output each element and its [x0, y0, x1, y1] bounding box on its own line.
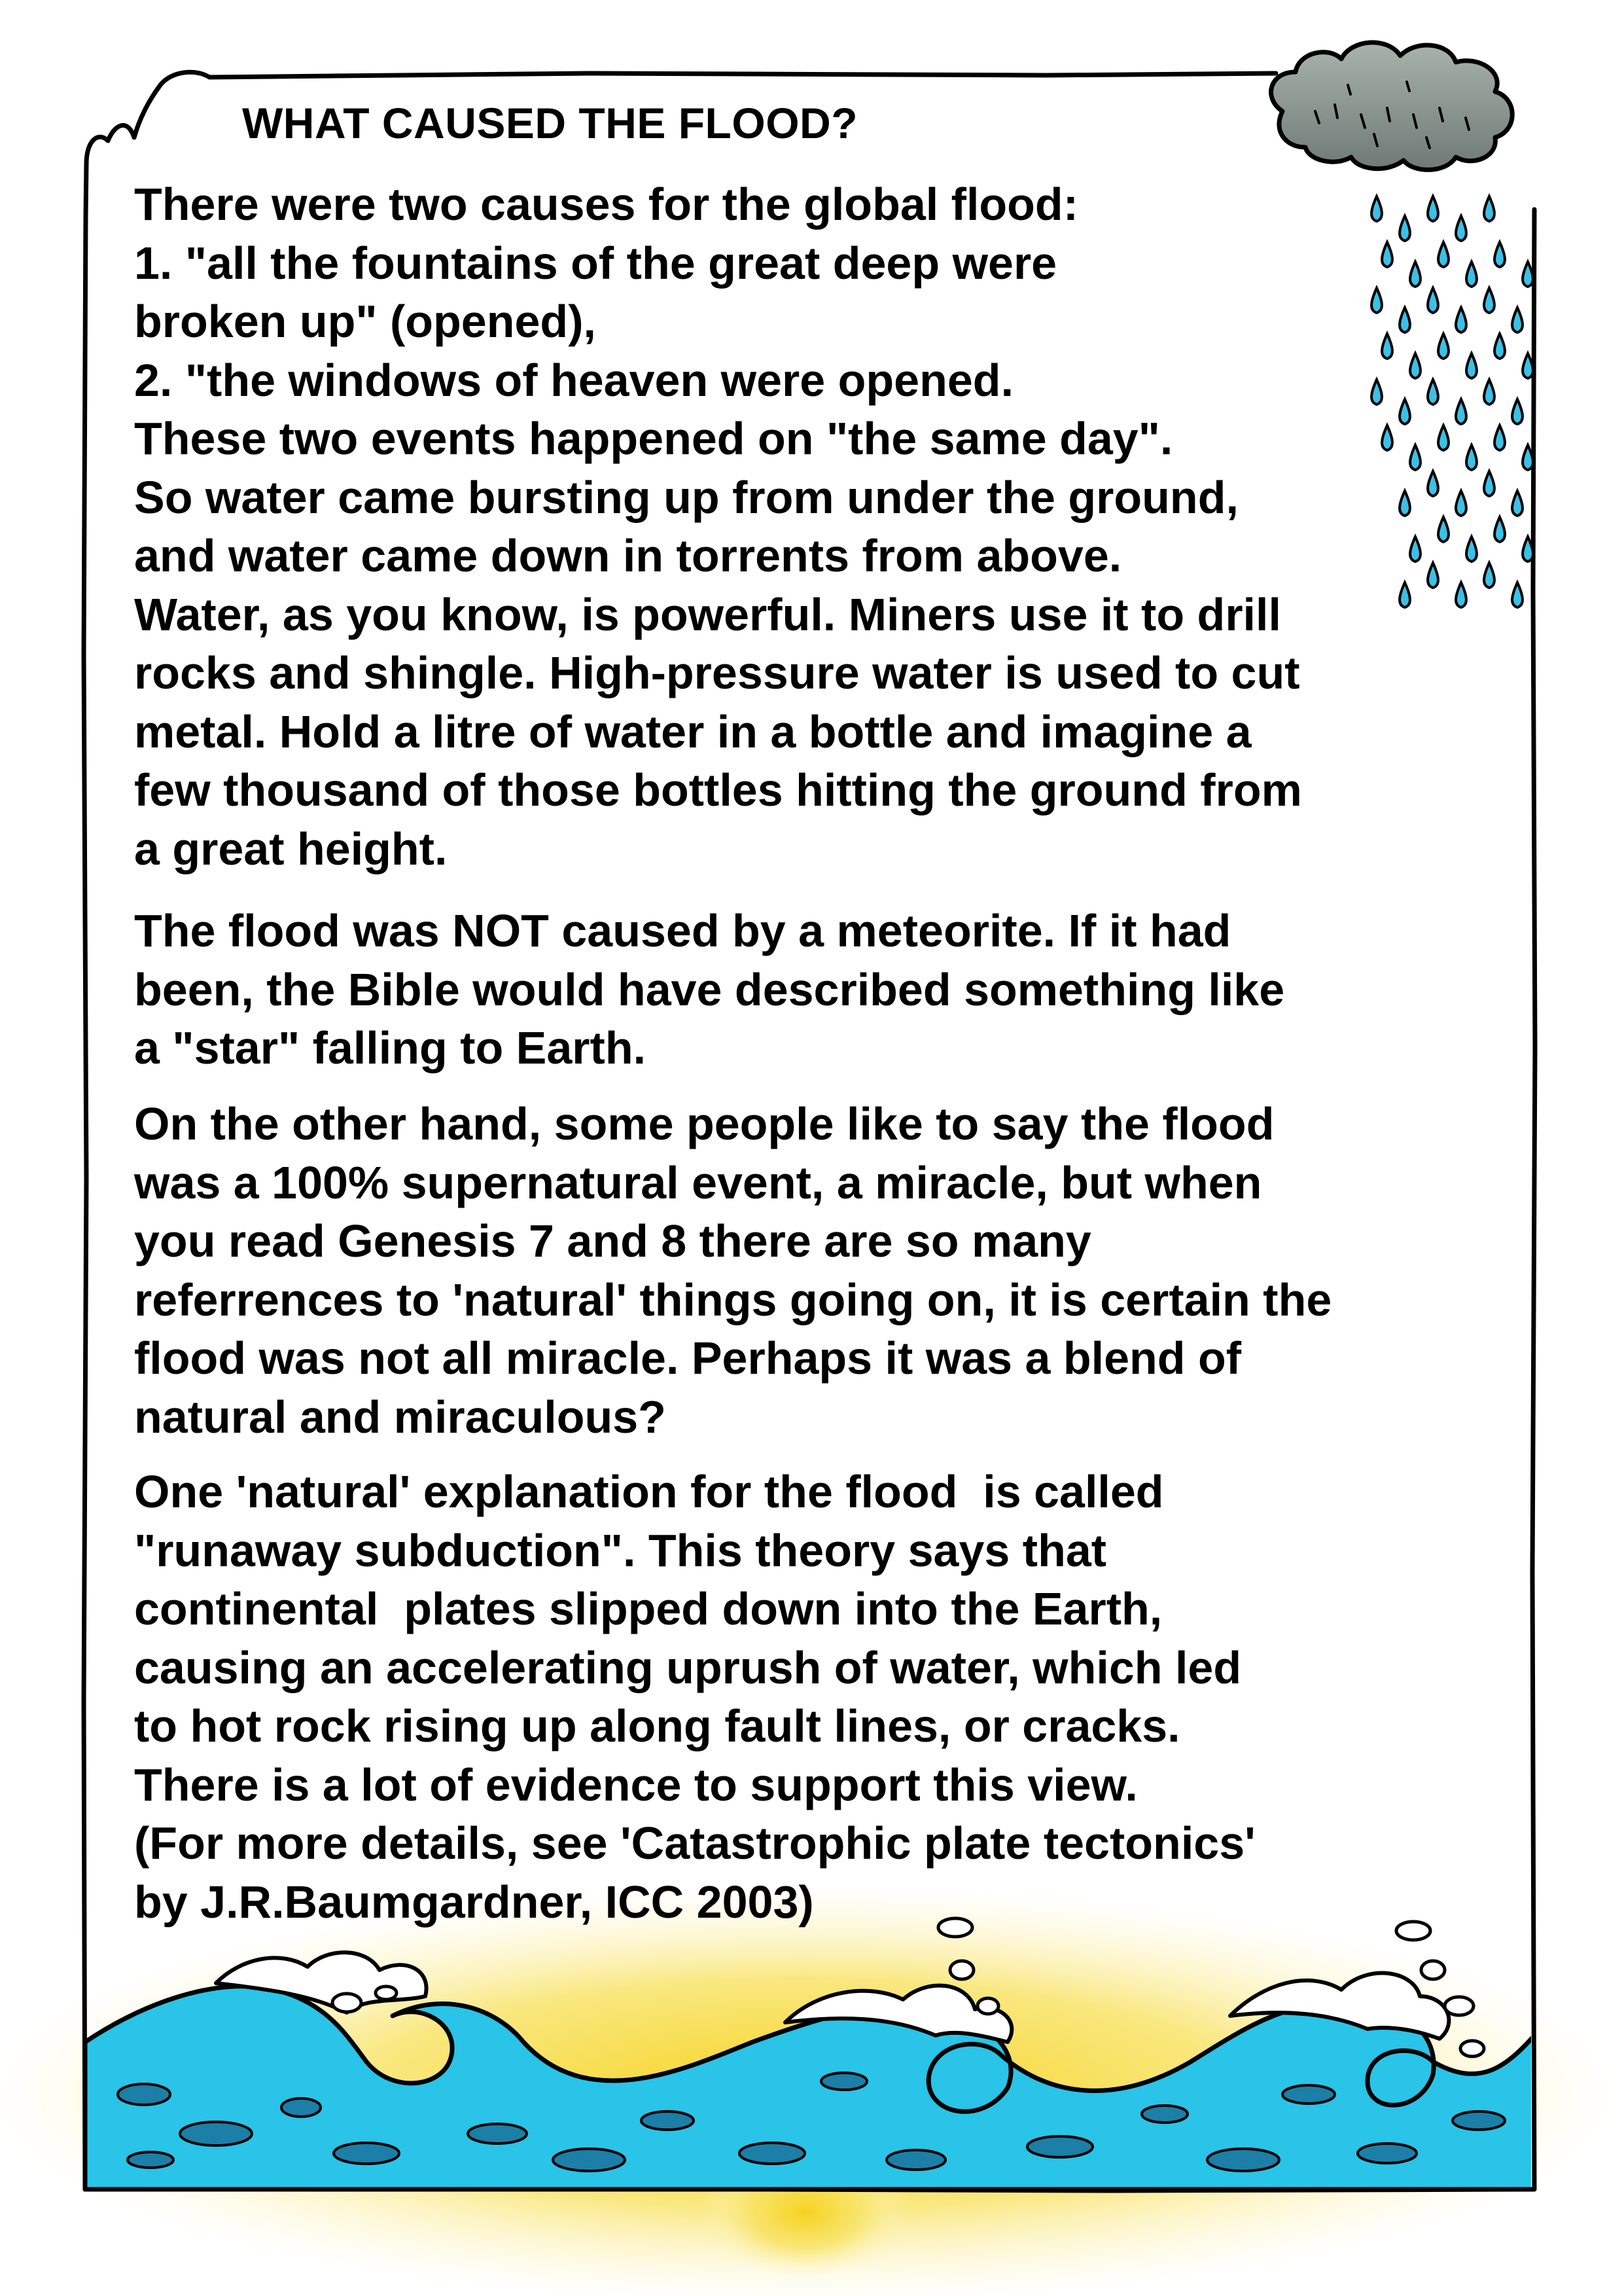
paragraph-supernatural	[134, 1095, 1332, 1446]
raindrop	[1382, 242, 1392, 267]
raindrop	[1382, 425, 1392, 450]
raindrop	[1456, 399, 1466, 424]
raindrop	[1466, 445, 1477, 470]
text-line: and water came down in torrents from above.	[134, 530, 1122, 581]
text-line: (For more details, see 'Catastrophic plate tectonics'	[134, 1818, 1256, 1869]
raindrop	[1466, 353, 1477, 378]
text-line: causing an accelerating uprush of water, which led	[134, 1641, 1242, 1693]
raindrop	[1438, 242, 1449, 267]
text-line: "runaway subduction". This theory says that	[134, 1524, 1107, 1576]
page-title: WHAT CAUSED THE FLOOD?	[242, 99, 858, 147]
raindrop	[1456, 308, 1466, 332]
raindrop	[1400, 216, 1410, 241]
raindrop	[1456, 583, 1466, 607]
raindrop	[1410, 537, 1421, 562]
raindrop	[1382, 334, 1392, 359]
text-line: On the other hand, some people like to say the flood	[134, 1098, 1275, 1149]
text-line: Water, as you know, is powerful. Miners use it to drill	[134, 588, 1281, 640]
raindrop	[1438, 334, 1449, 359]
text-line: rocks and shingle. High-pressure water is used to cut	[134, 647, 1300, 698]
raindrop	[1512, 399, 1523, 424]
paragraph-causes	[134, 175, 1302, 878]
paragraph-subduction	[134, 1463, 1256, 1931]
raindrop	[1438, 425, 1449, 450]
raindrop	[1428, 196, 1438, 221]
text-line: been, the Bible would have described something like	[134, 963, 1285, 1015]
raindrop	[1428, 288, 1438, 313]
text-line: to hot rock rising up along fault lines, or cracks.	[134, 1700, 1180, 1751]
text-line: natural and miraculous?	[134, 1391, 666, 1443]
raindrop	[1484, 563, 1494, 588]
raindrop	[1494, 334, 1505, 359]
raindrop	[1456, 491, 1466, 516]
text-line: One 'natural' explanation for the flood is called	[134, 1466, 1164, 1517]
raindrop	[1456, 216, 1466, 241]
raindrop	[1484, 380, 1494, 404]
raindrops-icon	[1371, 196, 1533, 607]
raindrop	[1371, 288, 1382, 313]
raindrop	[1523, 262, 1533, 287]
raindrop	[1400, 399, 1410, 424]
text-line: So water came bursting up from under the ground,	[134, 471, 1239, 523]
text-line: referrences to 'natural' things going on, it is certain the	[134, 1274, 1332, 1325]
raindrop	[1400, 308, 1410, 332]
raindrop	[1400, 583, 1410, 607]
raindrop	[1494, 242, 1505, 267]
raindrop	[1410, 445, 1421, 470]
text-line: flood was not all miracle. Perhaps it was a blend of	[134, 1333, 1242, 1384]
raindrop	[1371, 380, 1382, 404]
text-line: metal. Hold a litre of water in a bottle and imagine a	[134, 706, 1252, 757]
raindrop	[1512, 308, 1523, 332]
raindrop	[1410, 353, 1421, 378]
raindrop	[1466, 262, 1477, 287]
raindrop	[1466, 537, 1477, 562]
raindrop	[1494, 517, 1505, 542]
text-line: a "star" falling to Earth.	[134, 1022, 646, 1073]
text-line: There is a lot of evidence to support this view.	[134, 1759, 1138, 1810]
text-line: a great height.	[134, 823, 448, 874]
raindrop	[1512, 491, 1523, 516]
raindrop	[1400, 491, 1410, 516]
raindrop	[1371, 196, 1382, 221]
raindrop	[1494, 425, 1505, 450]
text-line: continental plates slipped down into the Earth,	[134, 1583, 1163, 1634]
raindrop	[1428, 471, 1438, 496]
text-line: was a 100% supernatural event, a miracle, but when	[134, 1157, 1262, 1208]
raindrop	[1410, 262, 1421, 287]
raindrop	[1512, 583, 1523, 607]
text-line: by J.R.Baumgardner, ICC 2003)	[134, 1876, 814, 1928]
raindrop	[1484, 288, 1494, 313]
text-line: broken up" (opened),	[134, 296, 596, 347]
raindrop	[1523, 353, 1533, 378]
rain-cloud-icon	[1271, 43, 1513, 170]
text-line: These two events happened on "the same day".	[134, 413, 1173, 464]
text-line: you read Genesis 7 and 8 there are so many	[134, 1215, 1091, 1266]
paragraph-meteorite	[134, 902, 1284, 1078]
text-line: 2. "the windows of heaven were opened.	[134, 354, 1014, 406]
raindrop	[1438, 517, 1449, 542]
raindrop	[1428, 380, 1438, 404]
raindrop	[1484, 471, 1494, 496]
text-line: few thousand of those bottles hitting the ground from	[134, 764, 1302, 816]
raindrop	[1428, 563, 1438, 588]
text-line: 1. "all the fountains of the great deep were	[134, 237, 1057, 289]
raindrop	[1484, 196, 1494, 221]
text-line: The flood was NOT caused by a meteorite. If it had	[134, 905, 1231, 956]
text-line: There were two causes for the global flood:	[134, 179, 1078, 230]
